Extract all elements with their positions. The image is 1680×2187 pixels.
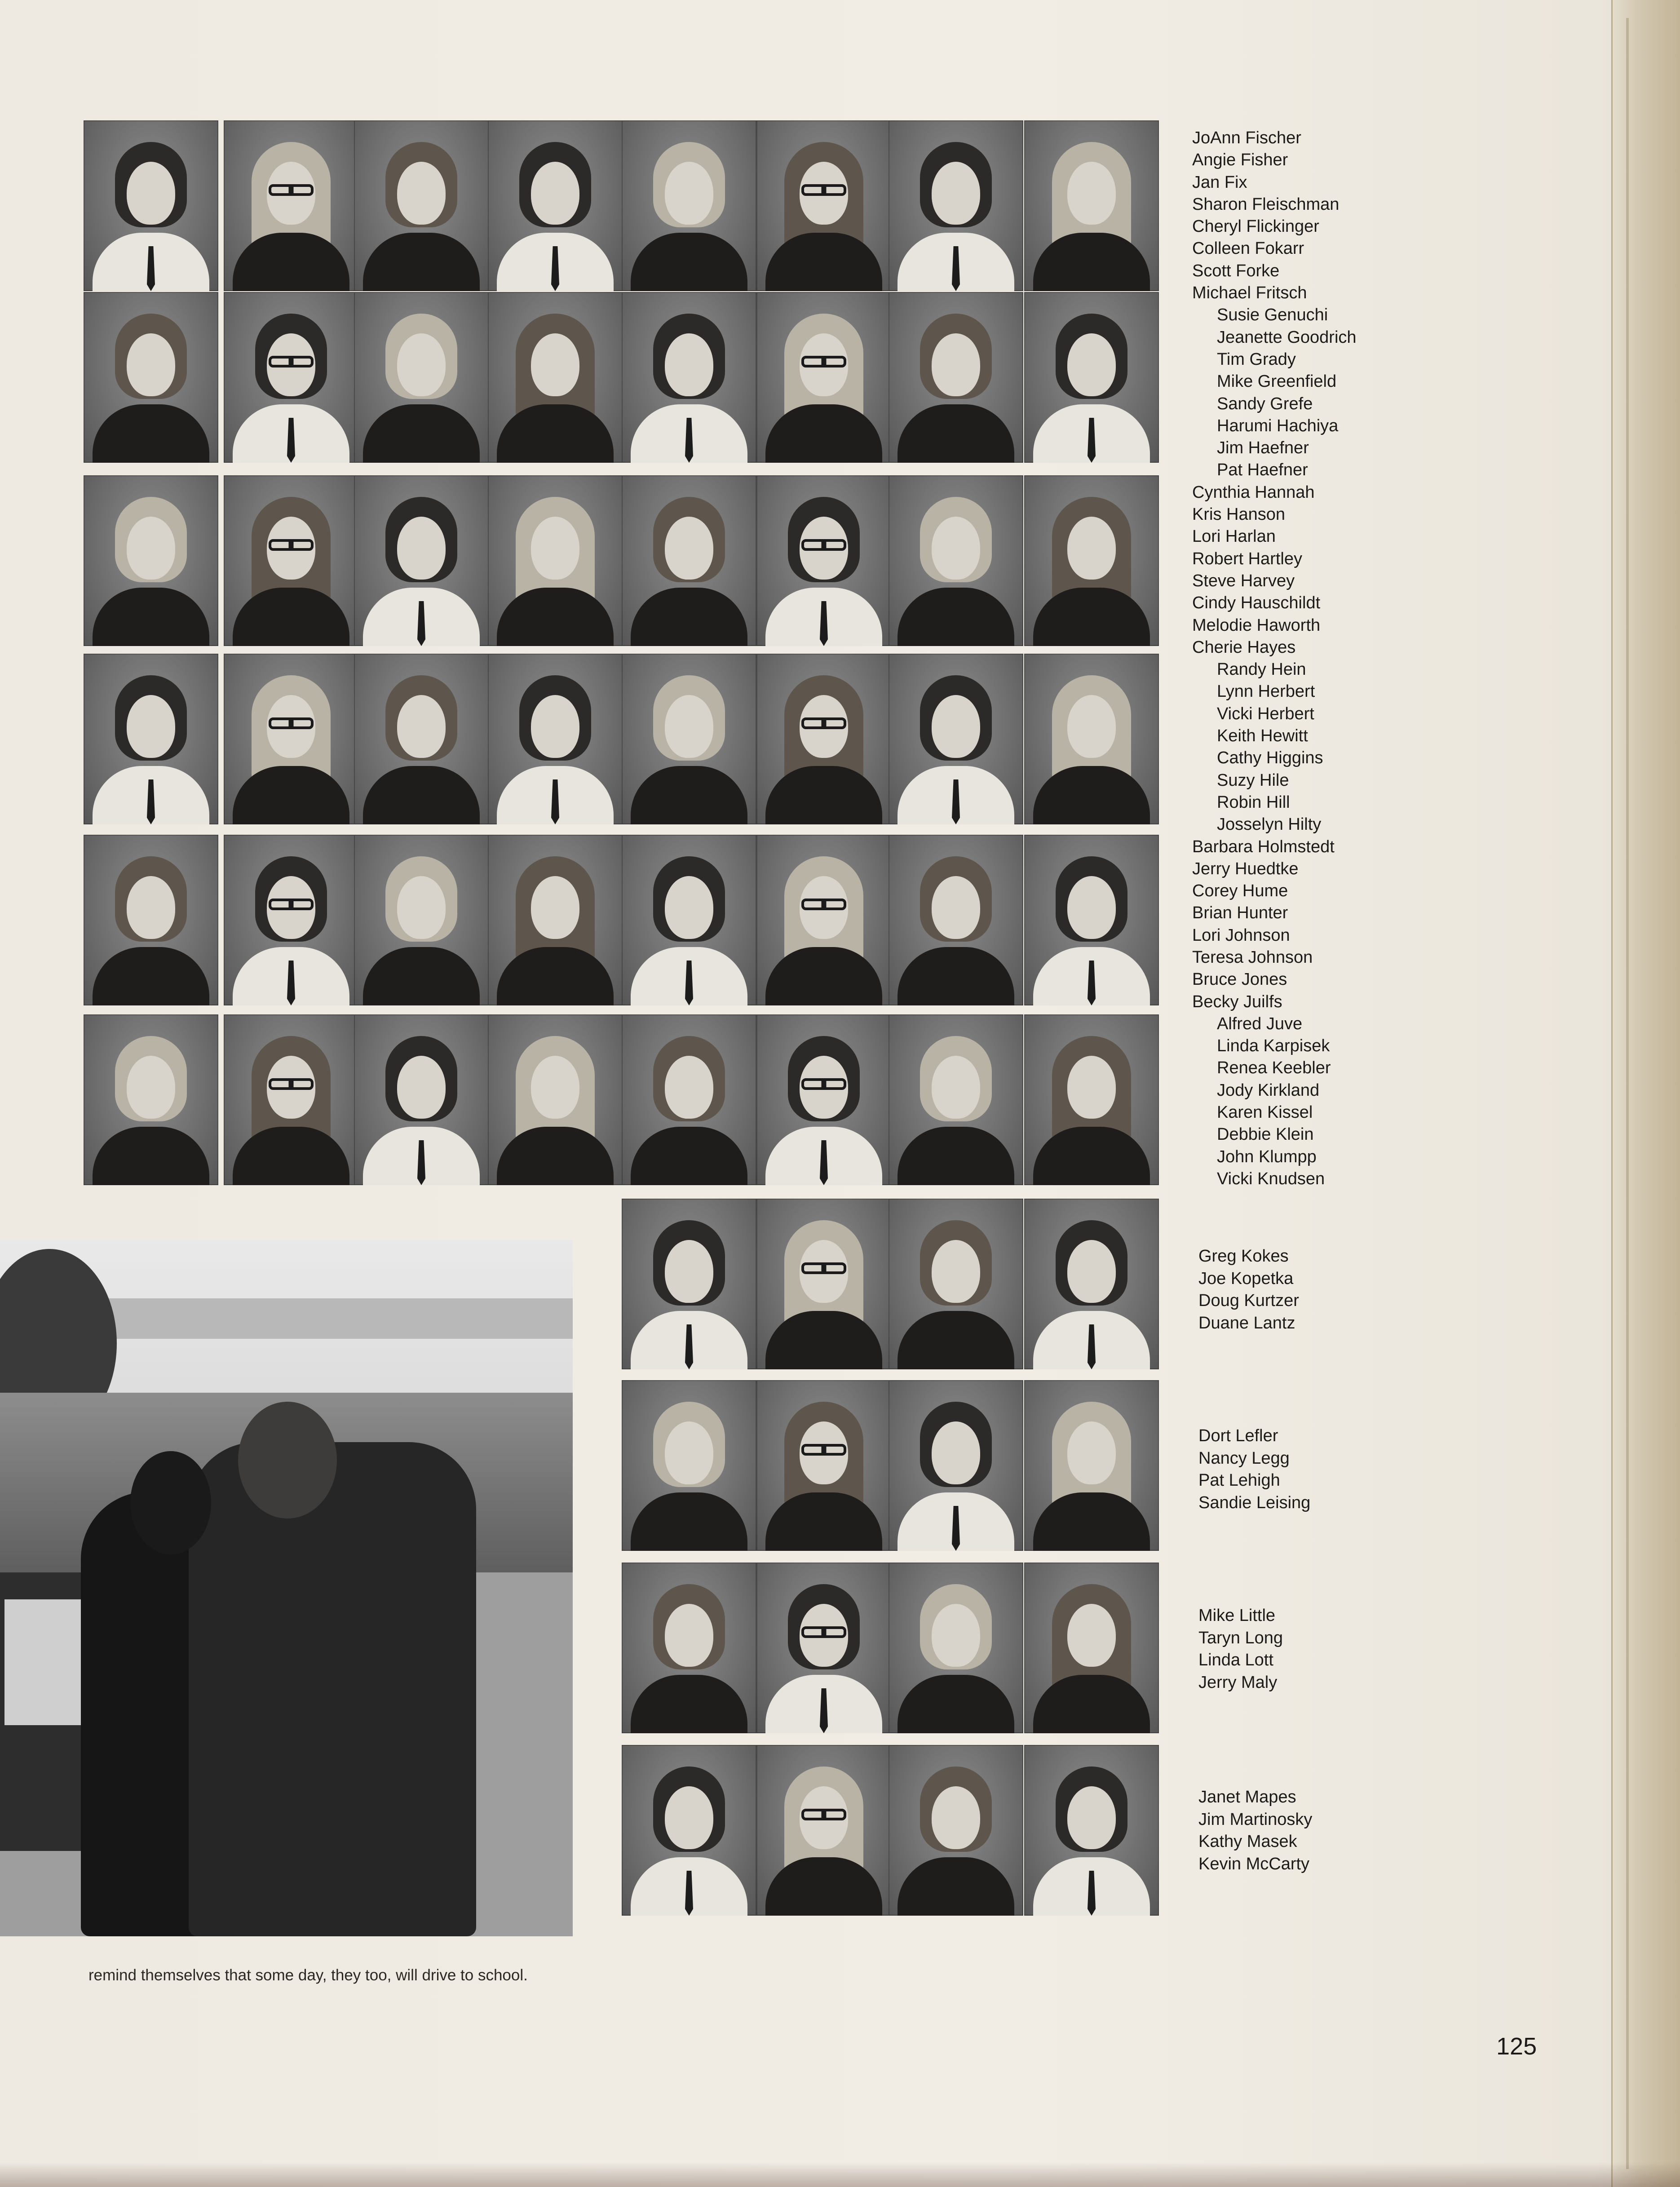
student-portrait	[622, 292, 756, 463]
student-portrait	[1024, 654, 1159, 824]
student-portrait	[1024, 1199, 1159, 1369]
student-portrait	[224, 1014, 358, 1185]
names-list	[1192, 127, 1426, 1190]
student-name: Greg Kokes	[1198, 1247, 1289, 1266]
student-name: Kevin McCarty	[1198, 1854, 1310, 1873]
student-name: Mike Little	[1198, 1606, 1276, 1625]
student-portrait	[1024, 120, 1159, 291]
student-portrait	[354, 654, 489, 824]
student-name: Duane Lantz	[1198, 1313, 1295, 1333]
student-name: Barbara Holmstedt	[1192, 837, 1335, 856]
student-portrait	[1024, 292, 1159, 463]
student-portrait	[224, 475, 358, 646]
name-group	[1198, 1245, 1378, 1334]
page-bottom-shadow	[0, 2162, 1680, 2187]
student-name: John Klumpp	[1217, 1147, 1317, 1166]
student-head-right	[238, 1402, 337, 1519]
student-name: Michael Fritsch	[1192, 283, 1307, 303]
student-name: Jody Kirkland	[1217, 1080, 1320, 1100]
student-name: Joe Kopetka	[1198, 1269, 1294, 1288]
student-portrait	[889, 835, 1023, 1005]
student-name: Robin Hill	[1217, 792, 1290, 812]
student-portrait	[488, 120, 623, 291]
name-group	[1198, 1425, 1378, 1514]
student-name: Jim Martinosky	[1198, 1810, 1313, 1829]
student-portrait	[622, 1380, 756, 1551]
student-portrait	[488, 835, 623, 1005]
student-portrait	[889, 292, 1023, 463]
student-portrait	[889, 1199, 1023, 1369]
student-name: Dort Lefler	[1198, 1426, 1278, 1445]
student-portrait	[354, 120, 489, 291]
student-name: Brian Hunter	[1192, 903, 1288, 923]
student-portrait	[488, 1014, 623, 1185]
student-portrait	[889, 1563, 1023, 1733]
school-building	[99, 1298, 573, 1339]
student-name: Debbie Klein	[1217, 1125, 1314, 1144]
student-name: Tim Grady	[1217, 350, 1296, 369]
student-name: Cynthia Hannah	[1192, 483, 1315, 502]
student-name: Randy Hein	[1217, 660, 1306, 679]
student-portrait	[1024, 835, 1159, 1005]
student-portrait	[622, 475, 756, 646]
student-name: Vicki Herbert	[1217, 704, 1314, 723]
name-group	[1198, 1605, 1378, 1694]
student-name: Scott Forke	[1192, 261, 1280, 280]
student-name: Karen Kissel	[1217, 1103, 1313, 1122]
student-portrait	[889, 654, 1023, 824]
book-binding-edge	[1611, 0, 1680, 2187]
student-portrait	[756, 835, 891, 1005]
student-portrait	[354, 835, 489, 1005]
page-number: 125	[1496, 2033, 1537, 2060]
student-name: Corey Hume	[1192, 881, 1288, 901]
student-figure-right	[189, 1442, 476, 1936]
student-portrait	[622, 835, 756, 1005]
student-name: Steve Harvey	[1192, 571, 1295, 590]
student-portrait	[622, 1199, 756, 1369]
student-name: Linda Lott	[1198, 1651, 1273, 1669]
student-portrait	[1024, 1380, 1159, 1551]
student-name: Kathy Masek	[1198, 1832, 1297, 1851]
student-portrait	[488, 475, 623, 646]
student-name: Mike Greenfield	[1217, 372, 1337, 391]
student-portrait	[889, 1745, 1023, 1916]
student-name: Kris Hanson	[1192, 505, 1285, 524]
student-name: Sandy Grefe	[1217, 394, 1313, 413]
student-name: Lynn Herbert	[1217, 682, 1315, 701]
student-portrait	[622, 1563, 756, 1733]
student-name: Pat Lehigh	[1198, 1471, 1280, 1490]
student-portrait	[756, 1199, 891, 1369]
student-name: Nancy Legg	[1198, 1448, 1290, 1468]
student-portrait	[224, 292, 358, 463]
student-name: Renea Keebler	[1217, 1058, 1331, 1078]
student-portrait	[224, 120, 358, 291]
student-name: Cathy Higgins	[1217, 748, 1323, 768]
student-portrait	[1024, 1014, 1159, 1185]
student-name: Doug Kurtzer	[1198, 1291, 1299, 1310]
student-name: Colleen Fokarr	[1192, 239, 1304, 258]
student-name: Sharon Fleischman	[1192, 195, 1340, 214]
student-name: Linda Karpisek	[1217, 1036, 1330, 1056]
student-portrait	[756, 475, 891, 646]
student-name: Jeanette Goodrich	[1217, 328, 1357, 347]
student-portrait	[1024, 475, 1159, 646]
student-portrait	[756, 654, 891, 824]
student-portrait	[488, 654, 623, 824]
student-portrait	[889, 475, 1023, 646]
student-name: Angie Fisher	[1192, 151, 1288, 170]
student-portrait	[84, 654, 218, 824]
student-name: Cindy Hauschildt	[1192, 593, 1321, 613]
student-portrait	[889, 120, 1023, 291]
student-name: Becky Juilfs	[1192, 992, 1282, 1011]
student-portrait	[889, 1014, 1023, 1185]
student-name: Bruce Jones	[1192, 970, 1287, 989]
student-portrait	[622, 654, 756, 824]
student-portrait	[756, 292, 891, 463]
student-name: Jerry Huedtke	[1192, 859, 1299, 878]
student-portrait	[354, 1014, 489, 1185]
student-portrait	[488, 292, 623, 463]
student-portrait	[889, 1380, 1023, 1551]
student-name: Vicki Knudsen	[1217, 1169, 1325, 1188]
student-portrait	[622, 120, 756, 291]
student-name: Lori Harlan	[1192, 527, 1276, 546]
student-portrait	[756, 1014, 891, 1185]
student-name: Suzy Hile	[1217, 770, 1289, 790]
student-portrait	[756, 120, 891, 291]
student-name: Susie Genuchi	[1217, 305, 1328, 325]
student-name: Cherie Hayes	[1192, 638, 1296, 657]
student-portrait	[1024, 1745, 1159, 1916]
student-name: Melodie Haworth	[1192, 615, 1321, 635]
student-portrait	[756, 1745, 891, 1916]
student-name: Lori Johnson	[1192, 925, 1290, 945]
student-name: Cheryl Flickinger	[1192, 217, 1319, 236]
student-name: Pat Haefner	[1217, 460, 1308, 480]
student-portrait	[84, 120, 218, 291]
student-portrait	[354, 475, 489, 646]
student-portrait	[84, 292, 218, 463]
student-name: Keith Hewitt	[1217, 726, 1308, 746]
student-name: Harumi Hachiya	[1217, 416, 1339, 435]
student-name: Alfred Juve	[1217, 1014, 1303, 1033]
student-portrait	[756, 1380, 891, 1551]
candid-photo	[0, 1240, 573, 1936]
student-portrait	[224, 654, 358, 824]
photo-caption: remind themselves that some day, they too, will drive to school.	[88, 1966, 528, 1984]
student-portrait	[354, 292, 489, 463]
student-portrait	[224, 835, 358, 1005]
student-portrait	[84, 1014, 218, 1185]
student-head-left	[130, 1451, 211, 1554]
student-name: Janet Mapes	[1198, 1788, 1296, 1806]
student-name: Josselyn Hilty	[1217, 815, 1322, 834]
student-name: Teresa Johnson	[1192, 947, 1313, 967]
student-name: Jerry Maly	[1198, 1673, 1278, 1692]
name-group	[1198, 1786, 1378, 1875]
student-portrait	[84, 475, 218, 646]
student-name: Jim Haefner	[1217, 438, 1309, 458]
student-name: JoAnn Fischer	[1192, 128, 1301, 147]
student-portrait	[84, 835, 218, 1005]
student-name: Robert Hartley	[1192, 549, 1302, 568]
student-portrait	[622, 1014, 756, 1185]
student-name: Sandie Leising	[1198, 1493, 1311, 1512]
student-name: Jan Fix	[1192, 173, 1247, 192]
student-portrait	[622, 1745, 756, 1916]
student-portrait	[756, 1563, 891, 1733]
student-name: Taryn Long	[1198, 1628, 1283, 1647]
student-portrait	[1024, 1563, 1159, 1733]
